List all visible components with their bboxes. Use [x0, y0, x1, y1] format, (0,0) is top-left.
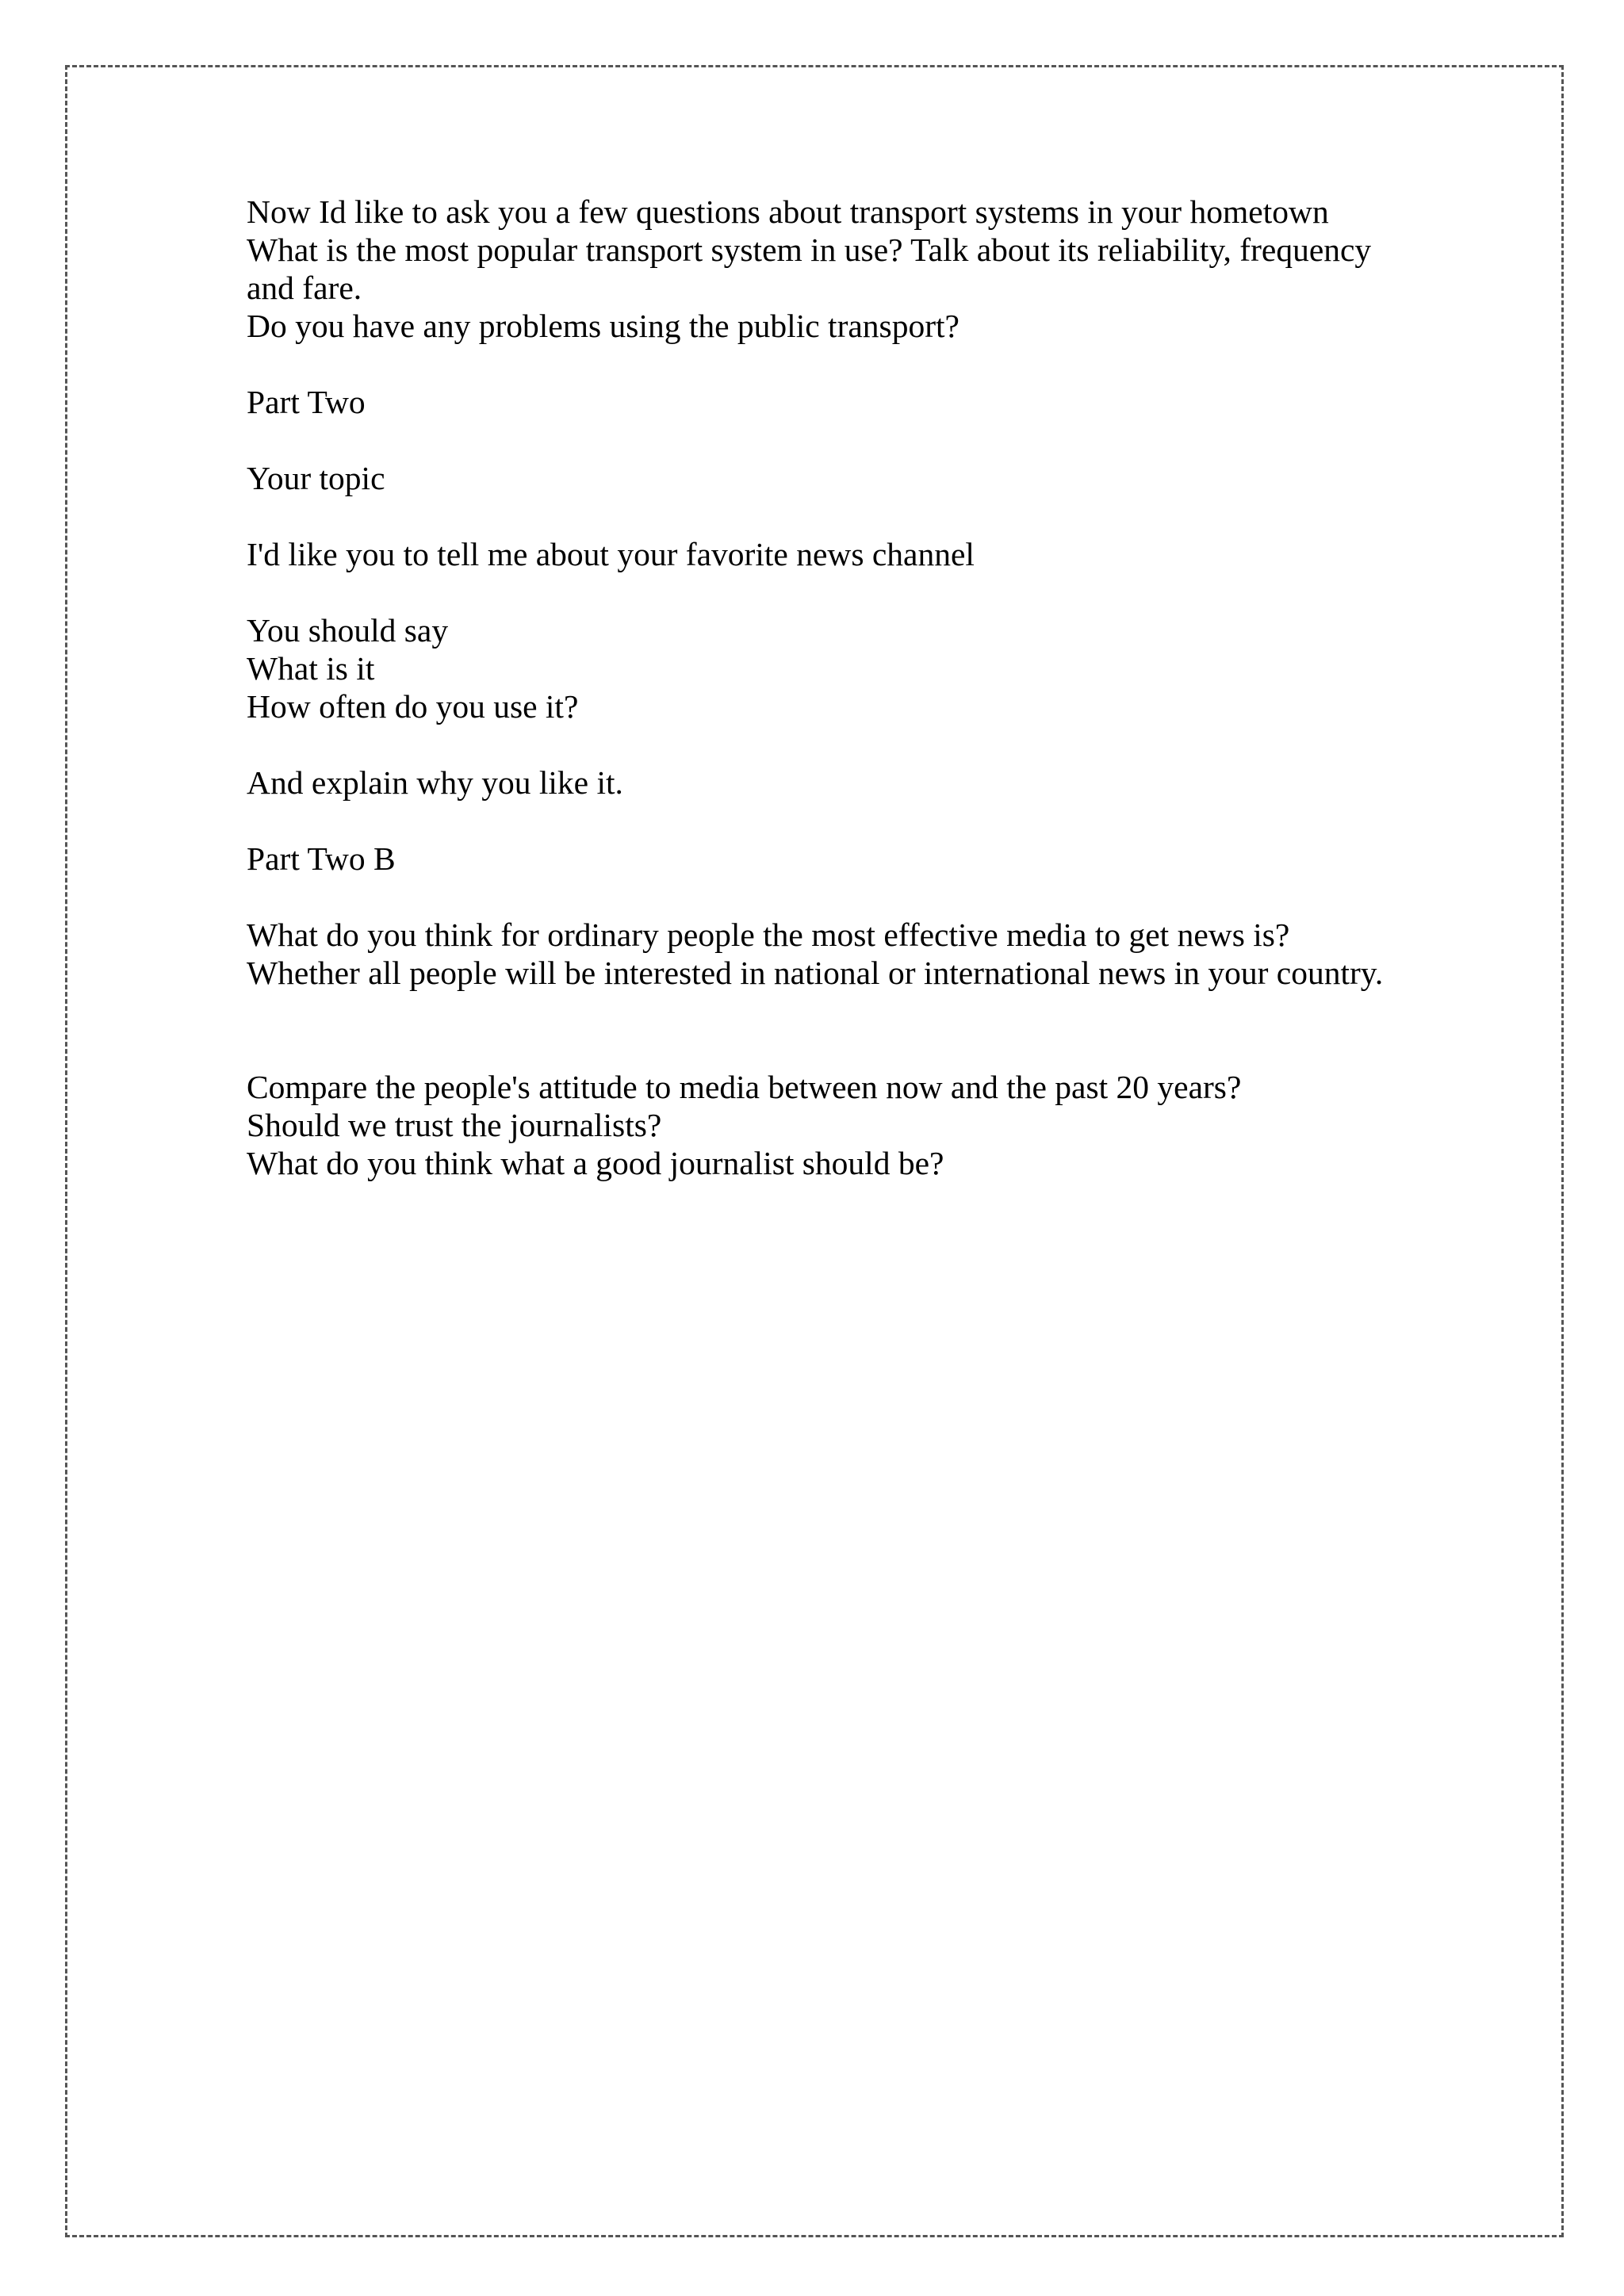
media-questions [247, 916, 1404, 992]
question-line: What do you think for ordinary people the most effective media to get news is? [247, 916, 1290, 953]
spacer [247, 345, 1404, 383]
journalist-questions [247, 1068, 1404, 1182]
spacer [247, 421, 1404, 459]
cue-line: You should say [247, 612, 449, 649]
paragraph-line: Now Id like to ask you a few questions about transport systems in your hometown [247, 193, 1329, 230]
cue-card [247, 611, 1404, 725]
question-line: What do you think what a good journalist should be? [247, 1145, 944, 1181]
question-line: Compare the people's attitude to media between now and the past 20 years? [247, 1069, 1242, 1105]
spacer [247, 878, 1404, 916]
your-topic-label: Your topic [247, 460, 385, 496]
question-line: Whether all people will be interested in national or international news in your country. [247, 955, 1384, 991]
part-two-b-heading: Part Two B [247, 840, 396, 877]
spacer [247, 573, 1404, 611]
transport-questions [247, 193, 1404, 345]
cue-line: What is it [247, 650, 375, 687]
paragraph-line: What is the most popular transport system in use? Talk about its reliability, frequency [247, 232, 1372, 268]
question-line: Should we trust the journalists? [247, 1107, 662, 1143]
cue-line: How often do you use it? [247, 688, 579, 725]
topic-prompt: I'd like you to tell me about your favorite news channel [247, 536, 975, 572]
paragraph-line: and fare. [247, 270, 362, 306]
spacer [247, 725, 1404, 763]
explain-line: And explain why you like it. [247, 764, 623, 801]
spacer [247, 497, 1404, 535]
paragraph-line: Do you have any problems using the public transport? [247, 308, 959, 344]
part-two-heading: Part Two [247, 384, 366, 420]
spacer [247, 992, 1404, 1068]
spacer [247, 802, 1404, 840]
document-body [247, 193, 1404, 1182]
